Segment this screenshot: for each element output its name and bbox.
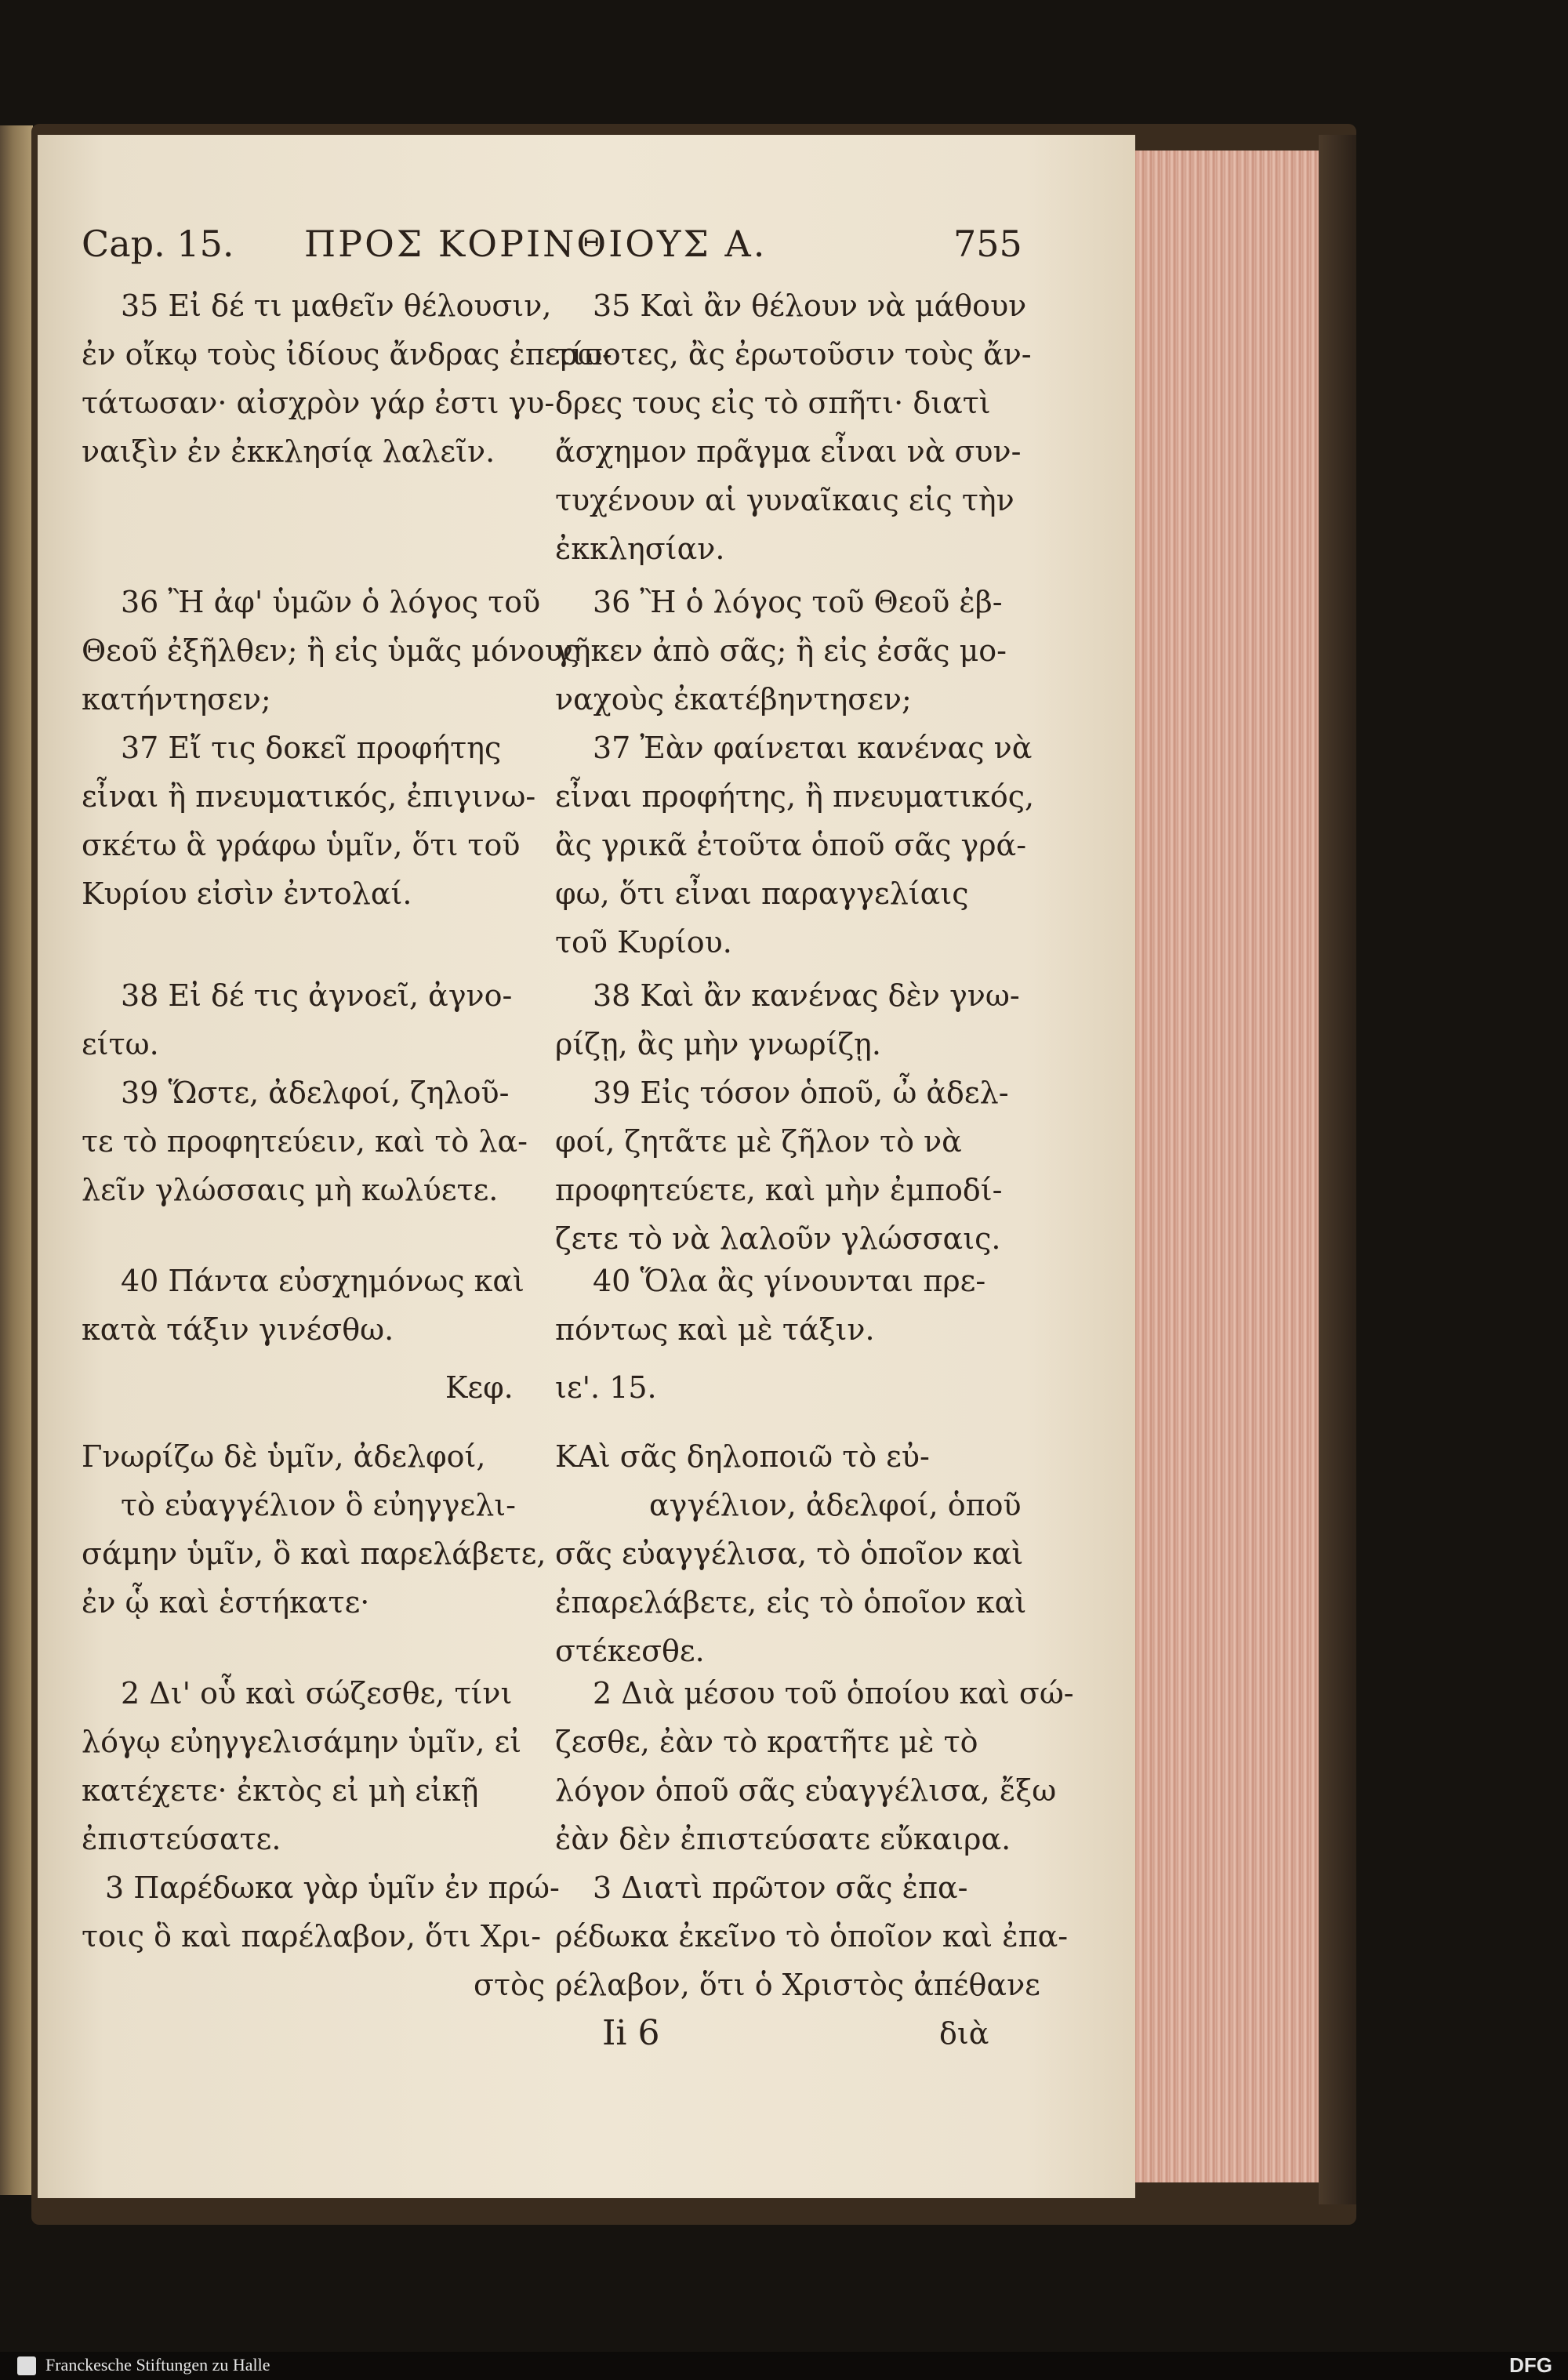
left-line: Θεοῦ ἐξῆλθεν; ἢ εἰς ὑμᾶς μόνους bbox=[82, 633, 580, 668]
left-line: σάμην ὑμῖν, ὃ καὶ παρελάβετε, bbox=[82, 1536, 546, 1571]
chapter-heading-left: Κεφ. bbox=[445, 1370, 514, 1405]
right-line: φοί, ζητᾶτε μὲ ζῆλον τὸ νὰ bbox=[555, 1124, 962, 1159]
right-line: ἂς γρικᾶ ἐτοῦτα ὁποῦ σᾶς γρά- bbox=[555, 828, 1027, 862]
left-line: τὸ εὐαγγέλιον ὃ εὐηγγελι- bbox=[121, 1488, 517, 1522]
right-line: ἄσχημον πρᾶγμα εἶναι νὰ συν- bbox=[555, 434, 1022, 469]
book-binding-edge bbox=[1319, 135, 1356, 2204]
right-line: αγγέλιον, ἀδελφοί, ὁποῦ bbox=[649, 1488, 1022, 1522]
right-line: 36 Ἢ ὁ λόγος τοῦ Θεοῦ ἐβ- bbox=[593, 585, 1003, 619]
right-line: δρες τους εἰς τὸ σπῆτι· διατὶ bbox=[555, 386, 991, 420]
left-line: 35 Εἰ δέ τι μαθεῖν θέλουσιν, bbox=[121, 288, 552, 323]
right-line: ρέλαβον, ὅτι ὁ Χριστὸς ἀπέθανε bbox=[555, 1968, 1040, 2002]
right-line: τυχένουν αἱ γυναῖκαις εἰς τὴν bbox=[555, 483, 1014, 517]
right-line: λόγον ὁποῦ σᾶς εὐαγγέλισα, ἔξω bbox=[555, 1773, 1057, 1808]
right-line: πόντως καὶ μὲ τάξιν. bbox=[555, 1312, 875, 1347]
right-line: γῆκεν ἀπὸ σᾶς; ἢ εἰς ἐσᾶς μο- bbox=[555, 633, 1007, 668]
left-line: λεῖν γλώσσαις μὴ κωλύετε. bbox=[82, 1173, 499, 1207]
right-line: 2 Διὰ μέσου τοῦ ὁποίου καὶ σώ- bbox=[593, 1676, 1074, 1711]
left-line: 37 Εἴ τις δοκεῖ προφήτης bbox=[121, 731, 502, 765]
right-line: στέκεσθε. bbox=[555, 1634, 705, 1668]
left-line: Κυρίου εἰσὶν ἐντολαί. bbox=[82, 876, 412, 911]
page-fore-edge bbox=[1112, 151, 1324, 2182]
left-line: τοις ὃ καὶ παρέλαβον, ὅτι Χρι- bbox=[82, 1919, 542, 1954]
right-line: 40 Ὅλα ἂς γίνουνται πρε- bbox=[593, 1264, 986, 1298]
right-line: φω, ὅτι εἶναι παραγγελίαις bbox=[555, 876, 969, 911]
left-line: 3 Παρέδωκα γὰρ ὑμῖν ἐν πρώ- bbox=[105, 1870, 560, 1905]
right-line: 35 Καὶ ἂν θέλουν νὰ μάθουν bbox=[593, 288, 1027, 323]
right-line: ρέδωκα ἐκεῖνο τὸ ὁποῖον καὶ ἐπα- bbox=[555, 1919, 1069, 1954]
left-line: 38 Εἰ δέ τις ἀγνοεῖ, ἀγνο- bbox=[121, 978, 513, 1013]
chapter-label: Cap. 15. bbox=[82, 223, 234, 265]
left-line: ἐν ᾧ καὶ ἑστήκατε· bbox=[82, 1585, 370, 1620]
left-line: Γνωρίζω δὲ ὑμῖν, ἀδελφοί, bbox=[82, 1439, 486, 1474]
right-catchword: διὰ bbox=[939, 2016, 989, 2051]
left-line: τε τὸ προφητεύειν, καὶ τὸ λα- bbox=[82, 1124, 528, 1159]
right-line: τίποτες, ἂς ἐρωτοῦσιν τοὺς ἄν- bbox=[555, 337, 1032, 372]
left-line: λόγῳ εὐηγγελισάμην ὑμῖν, εἰ bbox=[82, 1725, 522, 1759]
chapter-heading-right: ιε'. 15. bbox=[555, 1370, 657, 1405]
right-line: ρίζῃ, ἂς μὴν γνωρίζῃ. bbox=[555, 1027, 881, 1061]
footer-institution: Franckesche Stiftungen zu Halle bbox=[45, 2355, 270, 2375]
right-line: σᾶς εὐαγγέλισα, τὸ ὁποῖον καὶ bbox=[555, 1536, 1024, 1571]
left-line: είτω. bbox=[82, 1027, 159, 1061]
left-line: τάτωσαν· αἰσχρὸν γάρ ἐστι γυ- bbox=[82, 386, 555, 420]
book-page bbox=[38, 135, 1135, 2198]
left-line: κατὰ τάξιν γινέσθω. bbox=[82, 1312, 394, 1347]
left-line: ναιξὶν ἐν ἐκκλησίᾳ λαλεῖν. bbox=[82, 434, 495, 469]
left-line: κατέχετε· ἐκτὸς εἰ μὴ εἰκῇ bbox=[82, 1773, 479, 1808]
left-line: 40 Πάντα εὐσχημόνως καὶ bbox=[121, 1264, 524, 1298]
left-line: ἐπιστεύσατε. bbox=[82, 1822, 281, 1856]
page-number: 755 bbox=[953, 223, 1022, 265]
right-line: 37 Ἐὰν φαίνεται κανένας νὰ bbox=[593, 731, 1033, 765]
right-line: ἐὰν δὲν ἐπιστεύσατε εὔκαιρα. bbox=[555, 1822, 1011, 1856]
right-line: 38 Καὶ ἂν κανένας δὲν γνω- bbox=[593, 978, 1020, 1013]
right-line: ζεσθε, ἐὰν τὸ κρατῆτε μὲ τὸ bbox=[555, 1725, 978, 1759]
right-line: 39 Εἰς τόσον ὁποῦ, ὦ ἀδελ- bbox=[593, 1076, 1009, 1110]
right-line: προφητεύετε, καὶ μὴν ἐμποδί- bbox=[555, 1173, 1003, 1207]
left-line: σκέτω ἃ γράφω ὑμῖν, ὅτι τοῦ bbox=[82, 828, 521, 862]
right-line: τοῦ Κυρίου. bbox=[555, 925, 732, 960]
left-line: κατήντησεν; bbox=[82, 682, 271, 717]
left-line: 39 Ὥστε, ἀδελφοί, ζηλοῦ- bbox=[121, 1076, 510, 1110]
left-line: εἶναι ἢ πνευματικός, ἐπιγινω- bbox=[82, 779, 536, 814]
right-line: ἐκκλησίαν. bbox=[555, 532, 725, 566]
right-line: ναχοὺς ἐκατέβηντησεν; bbox=[555, 682, 912, 717]
signature-mark: Ii 6 bbox=[602, 2013, 660, 2053]
right-line: 3 Διατὶ πρῶτον σᾶς ἐπα- bbox=[593, 1870, 968, 1905]
left-line: ἐν οἴκῳ τοὺς ἰδίους ἄνδρας ἐπερω- bbox=[82, 337, 612, 372]
left-catchword: στὸς bbox=[474, 1968, 546, 2002]
institution-logo-icon bbox=[17, 2356, 36, 2375]
left-line: 2 Δι' οὗ καὶ σώζεσθε, τίνι bbox=[121, 1676, 513, 1711]
right-line: ζετε τὸ νὰ λαλοῦν γλώσσαις. bbox=[555, 1221, 1001, 1256]
previous-page-edge bbox=[0, 125, 33, 2195]
running-title: ΠΡΟΣ ΚΟΡΙΝΘΙΟΥΣ Α. bbox=[304, 223, 768, 265]
right-line: ἐπαρελάβετε, εἰς τὸ ὁποῖον καὶ bbox=[555, 1585, 1027, 1620]
right-line: εἶναι προφήτης, ἢ πνευματικός, bbox=[555, 779, 1035, 814]
left-line: 36 Ἢ ἀφ' ὑμῶν ὁ λόγος τοῦ bbox=[121, 585, 541, 619]
right-line: ΚΑὶ σᾶς δηλοποιῶ τὸ εὐ- bbox=[555, 1439, 930, 1474]
dfg-logo: DFG bbox=[1509, 2353, 1552, 2377]
